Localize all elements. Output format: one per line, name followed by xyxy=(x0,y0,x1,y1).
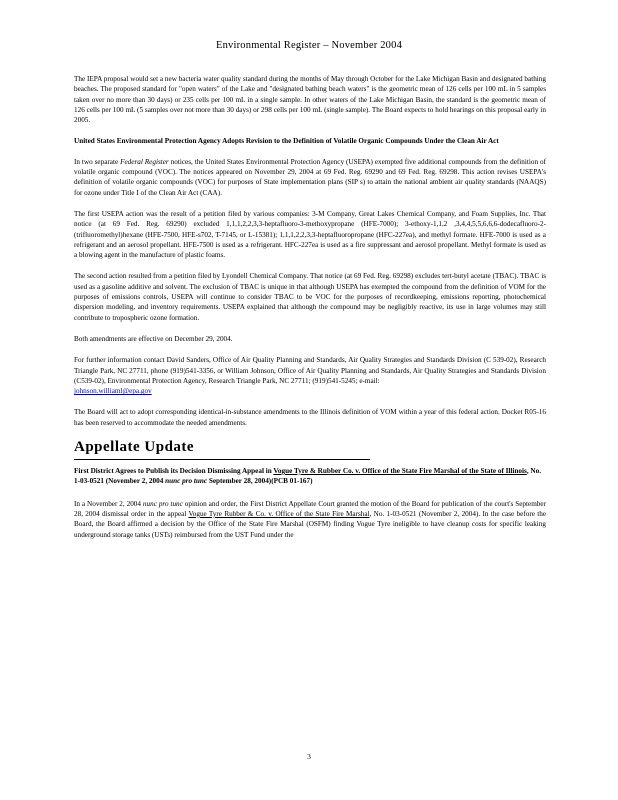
case-heading-text-b: , No. 1-03-0521 (November 2, 2004 xyxy=(74,467,541,486)
case-heading-text-c: September 28, 2004)(PCB 01-167) xyxy=(207,477,313,486)
appellate-p1-text-b: opinion and order, the First District Appellate Court granted the motion of the Board for publication of the court's September 28, 2004 dismissal order in the appeal xyxy=(74,499,546,518)
usepa-paragraph-1 xyxy=(74,157,546,198)
appellate-p1-text-a: In a November 2, 2004 xyxy=(74,499,143,508)
appellate-paragraph-1 xyxy=(74,499,546,540)
appellate-p1-italic: nunc pro tunc xyxy=(142,499,183,508)
page-number: 3 xyxy=(307,752,311,761)
contact-text: For further information contact David Sanders, Office of Air Quality Planning and Standards, Air Quality Strategies and Standards Division (C 539-02), Research Triangle Park, NC 27711, phone (919)541-3356, or William Johnson, Office of Air Quality Planning and Standards, Air Quality Strategies and Standards Division (C539-02), Environmental Protection Agency, Research Triangle Park, NC 27711; (919)541-5245; e-mail: xyxy=(74,356,546,385)
usepa-contact-paragraph xyxy=(74,355,546,396)
running-header: Environmental Register – November 2004 xyxy=(215,40,403,51)
case-heading-italic: nunc pro tunc xyxy=(165,477,208,486)
case-heading-text-a: First District Agrees to Publish its Decision Dismissing Appeal in xyxy=(74,467,274,476)
case-heading-caption: Vogue Tyre & Rubber Co. v. Office of the State Fire Marshal of the State of Illinois xyxy=(273,467,527,476)
usepa-paragraph-4: Both amendments are effective on December 29, 2004. xyxy=(74,334,233,343)
appellate-p1-text-c: , No. 1-03-0521 (November 2, 2004). In the case before the Board, the Board affirmed a decision by the Office of the State Fire Marshal (OSFM) finding Vogue Tyre ineligible to have cleanup costs for specific leaking underground storage tanks (USTs) reimbursed from the UST Fund under the xyxy=(74,509,547,539)
appellate-case-caption: Vogue Tyre Rubber & Co. v. Office of the State Fire Marshal xyxy=(188,509,370,518)
usepa-p1-text-b: notices, the United States Environmental Protection Agency (USEPA) exempted five additional compounds from the definition of volatile organic compound (VOC). The notices appeared on November 29, 2004 at 69 Fed. Reg. 69290 and 69 Fed. Reg. 69298. This action revises USEPA's definition of volatile organic compounds (VOC) for purposes of State implementation plans (SIP s) to attain the national ambient air quality standards (NAAQS) for ozone under Title I of the Clean Air Act (CAA). xyxy=(74,157,546,197)
appellate-update-heading: Appellate Update xyxy=(74,439,370,460)
federal-register-italic: Federal Register xyxy=(120,157,169,166)
page-content xyxy=(74,74,546,551)
case-heading xyxy=(74,466,546,487)
usepa-section-heading: United States Environmental Protection Agency Adopts Revision to the Definition of Volatile Organic Compounds Under the Clean Air Act xyxy=(74,137,499,146)
usepa-paragraph-2: The first USEPA action was the result of a petition filed by various companies: 3-M Company, Great Lakes Chemical Company, and Foam Supplies, Inc. That notice (at 69 Fed. Reg. 69290) excluded 1,1,1,2,2,3,3-heptafluoro-3-methoxypropane (HFE-7000); 3-ethoxy-1,1,2 ,3,4,4,5,5,6,6,6-dodecafluoro-2-(trifluoromethyl)hexane (HFE-7500, HFE-s702, T-7145, or L-15381); 1,1,1,2,2,3,3-heptafluoropropane (HFC-227ea), and methyl formate. HFE-7000 is used as a refrigerant and an aerosol propellant. HFE-7500 is used as a refrigerant. HFC-227ea is used as a fire suppressant and aerosol propellant. Methyl formate is used as a blowing agent in the manufacture of plastic foams. xyxy=(74,209,546,260)
usepa-p1-text-a: In two separate xyxy=(74,157,121,166)
contact-email-link[interactable]: johnson.williaml@epa.gov xyxy=(74,387,152,396)
intro-paragraph: The IEPA proposal would set a new bacteria water quality standard during the months of May through October for the Lake Michigan Basin and designated bathing beaches. The proposed standard for "open waters" of the Lake and "designated bathing beach waters" is the geometric mean of 126 cells per 100 mL in 5 samples taken over no more than 30 days) or 235 cells per 100 mL in a single sample. In other waters of the Lake Michigan Basin, the standard is the geometric mean of 126 cells per 100 mL (5 samples over not more than 30 days) or 298 cells per 100 mL (single sample). The Board expects to hold hearings on this proposal early in 2005. xyxy=(74,75,546,125)
usepa-paragraph-6: The Board will act to adopt corresponding identical-in-substance amendments to the Illinois definition of VOM within a year of this federal action. Docket R05-16 has been reserved to accommodate the needed amendments. xyxy=(74,408,546,427)
usepa-paragraph-3: The second action resulted from a petition filed by Lyondell Chemical Company. That notice (at 69 Fed. Reg. 69298) excludes tert-butyl acetate (TBAC). TBAC is used as a gasoline additive and solvent. The exclusion of TBAC is unique in that although USEPA has exempted the compound from the definition of VOM for the purposes of emissions controls, USEPA will continue to consider TBAC to be VOC for the purposes of recordkeeping, emissions reporting, photochemical dispersion modeling, and inventory requirements. USEPA explained that although the compound may be negligibly reactive, its use in large volumes may still contribute to tropospheric ozone formation. xyxy=(74,272,546,322)
